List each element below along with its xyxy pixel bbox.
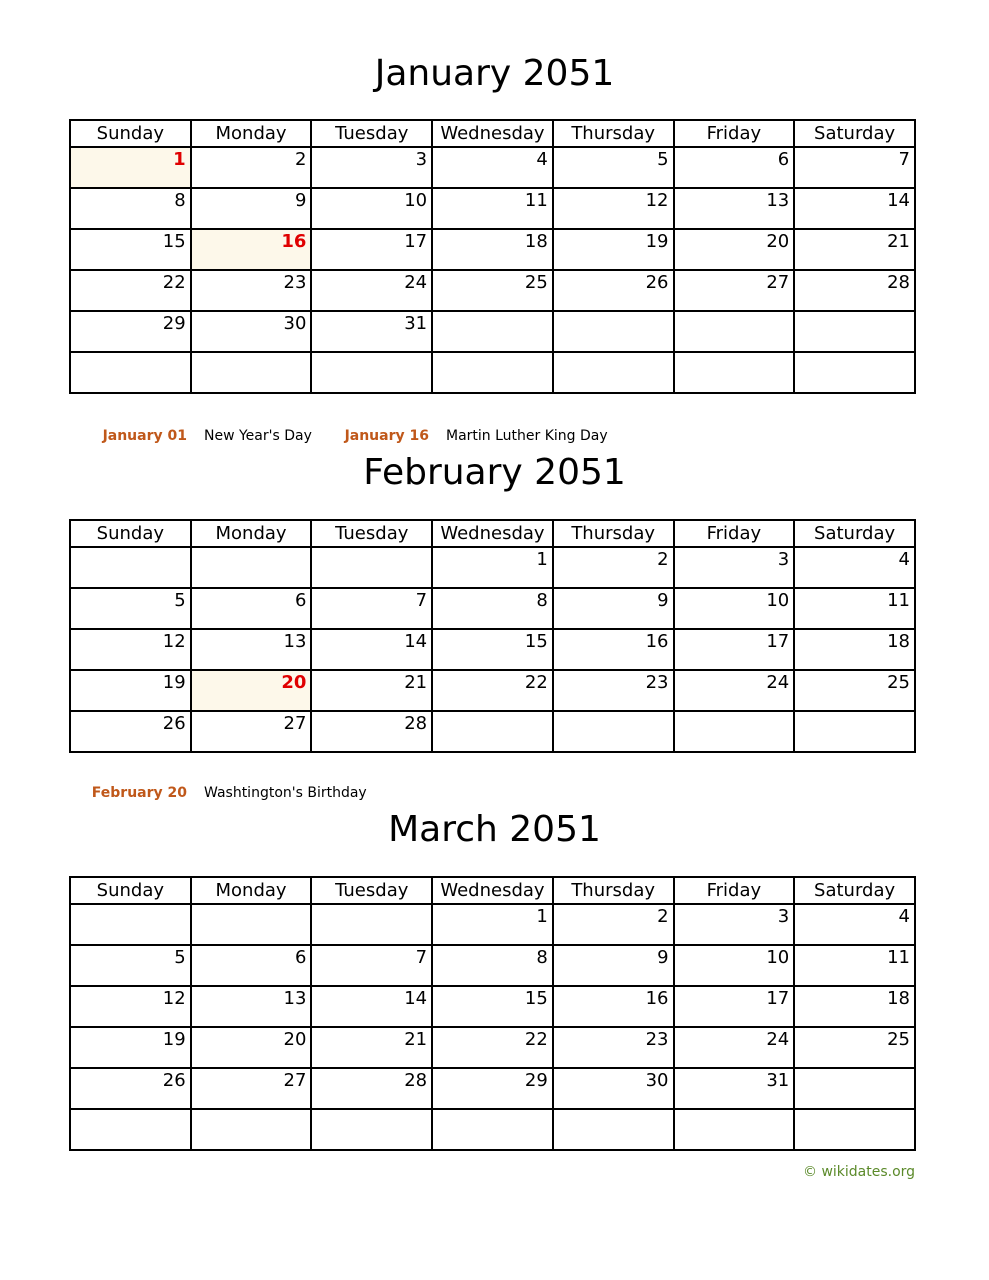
day-cell	[674, 547, 795, 588]
day-cell	[311, 986, 432, 1027]
day-number: 3	[777, 906, 790, 927]
day-cell	[311, 270, 432, 311]
holiday-list-january	[0, 428, 989, 448]
day-cell	[191, 270, 312, 311]
day-cell	[432, 588, 553, 629]
day-cell	[794, 670, 915, 711]
day-number: 7	[415, 590, 428, 611]
empty-day-cell	[311, 352, 432, 393]
weekday-header: Thursday	[553, 520, 674, 547]
week-row	[70, 670, 915, 711]
day-number: 24	[404, 272, 428, 293]
week-row	[70, 147, 915, 188]
day-cell	[674, 904, 795, 945]
day-number	[192, 548, 311, 549]
day-cell	[70, 670, 191, 711]
day-cell	[191, 588, 312, 629]
weekday-header: Sunday	[70, 877, 191, 904]
day-cell	[553, 904, 674, 945]
day-cell	[311, 945, 432, 986]
day-cell	[432, 1068, 553, 1109]
day-cell	[794, 629, 915, 670]
week-row	[70, 547, 915, 588]
day-cell	[311, 588, 432, 629]
day-number	[795, 353, 914, 354]
empty-day-cell	[432, 311, 553, 352]
day-number: 12	[162, 988, 186, 1009]
week-row	[70, 588, 915, 629]
day-cell	[674, 188, 795, 229]
week-row	[70, 1068, 915, 1109]
day-number	[312, 1110, 431, 1111]
day-cell	[794, 945, 915, 986]
day-number: 4	[898, 549, 910, 570]
day-cell	[432, 629, 553, 670]
empty-day-cell	[794, 311, 915, 352]
weekday-header-row	[70, 120, 915, 147]
day-cell	[191, 1027, 312, 1068]
day-number: 15	[524, 631, 548, 652]
day-number: 27	[283, 1070, 307, 1091]
empty-day-cell	[191, 904, 312, 945]
day-number: 13	[766, 190, 790, 211]
day-cell	[553, 188, 674, 229]
day-cell	[311, 670, 432, 711]
day-number	[192, 905, 311, 906]
day-number: 17	[766, 988, 790, 1009]
empty-day-cell	[674, 1109, 795, 1150]
day-number	[554, 712, 673, 713]
day-cell	[70, 311, 191, 352]
day-cell	[311, 629, 432, 670]
weekday-header-row	[70, 877, 915, 904]
day-number	[312, 548, 431, 549]
day-number	[71, 1110, 190, 1111]
day-number	[71, 353, 190, 354]
day-number: 9	[657, 947, 669, 968]
day-number: 26	[162, 1070, 186, 1091]
day-number	[554, 353, 673, 354]
day-number: 13	[283, 631, 307, 652]
day-number: 25	[887, 672, 910, 693]
day-cell	[432, 270, 553, 311]
day-number: 3	[777, 549, 790, 570]
weekday-header: Saturday	[794, 520, 915, 547]
day-cell	[553, 670, 674, 711]
day-cell	[674, 1027, 795, 1068]
day-number: 1	[536, 906, 548, 927]
day-number: 6	[777, 149, 790, 170]
day-number: 7	[415, 947, 428, 968]
day-cell	[70, 270, 191, 311]
day-cell	[553, 588, 674, 629]
day-number	[554, 312, 673, 313]
day-number: 9	[657, 590, 669, 611]
day-number	[433, 1110, 552, 1111]
day-number: 2	[657, 906, 669, 927]
day-cell	[70, 1068, 191, 1109]
weekday-header: Thursday	[553, 120, 674, 147]
weekday-header: Friday	[674, 520, 795, 547]
day-cell	[191, 629, 312, 670]
day-cell	[674, 147, 795, 188]
day-number: 14	[887, 190, 910, 211]
day-cell	[674, 945, 795, 986]
day-number: 8	[174, 190, 186, 211]
empty-day-cell	[70, 1109, 191, 1150]
day-cell	[191, 711, 312, 752]
day-cell	[674, 588, 795, 629]
day-cell	[794, 270, 915, 311]
day-number: 27	[766, 272, 790, 293]
weekday-header: Tuesday	[311, 877, 432, 904]
weekday-header: Wednesday	[432, 877, 553, 904]
calendar-grid-march	[69, 876, 916, 1151]
day-number: 21	[887, 231, 910, 252]
day-cell	[311, 229, 432, 270]
day-number	[192, 1110, 311, 1111]
day-cell	[70, 188, 191, 229]
week-row	[70, 188, 915, 229]
day-cell	[794, 547, 915, 588]
day-number: 24	[766, 1029, 790, 1050]
day-cell	[553, 986, 674, 1027]
day-cell	[311, 311, 432, 352]
day-number	[675, 353, 794, 354]
day-number: 29	[524, 1070, 548, 1091]
calendar-grid-february	[69, 519, 916, 753]
day-cell	[70, 147, 191, 188]
day-number	[312, 353, 431, 354]
day-number: 10	[404, 190, 428, 211]
week-row	[70, 711, 915, 752]
day-number: 16	[645, 988, 669, 1009]
day-number	[795, 712, 914, 713]
week-row	[70, 945, 915, 986]
day-number: 24	[766, 672, 790, 693]
day-cell	[674, 670, 795, 711]
day-cell	[432, 1027, 553, 1068]
day-cell	[191, 1068, 312, 1109]
day-cell	[191, 986, 312, 1027]
day-number: 3	[415, 149, 428, 170]
month-title-february: February 2051	[363, 452, 626, 493]
day-cell	[674, 1068, 795, 1109]
empty-day-cell	[794, 1109, 915, 1150]
weekday-header: Saturday	[794, 120, 915, 147]
day-number	[433, 353, 552, 354]
weekday-header: Tuesday	[311, 520, 432, 547]
day-cell	[432, 547, 553, 588]
day-number	[795, 1069, 914, 1070]
holiday-name: Washtington's Birthday	[204, 785, 367, 801]
week-row	[70, 1109, 915, 1150]
day-number: 19	[645, 231, 669, 252]
day-cell	[432, 904, 553, 945]
day-cell	[553, 945, 674, 986]
day-number: 16	[645, 631, 669, 652]
empty-day-cell	[794, 1068, 915, 1109]
holiday-name: Martin Luther King Day	[446, 428, 608, 444]
empty-day-cell	[191, 352, 312, 393]
day-number: 28	[404, 713, 428, 734]
day-number: 14	[404, 631, 428, 652]
month-title-january: January 2051	[374, 53, 615, 94]
day-number	[192, 353, 311, 354]
empty-day-cell	[553, 711, 674, 752]
day-cell	[432, 188, 553, 229]
week-row	[70, 904, 915, 945]
weekday-header: Sunday	[70, 520, 191, 547]
weekday-header: Friday	[674, 877, 795, 904]
day-number: 23	[283, 272, 307, 293]
calendar-grid-january	[69, 119, 916, 394]
day-cell	[311, 1027, 432, 1068]
day-cell	[674, 629, 795, 670]
weekday-header: Monday	[191, 877, 312, 904]
day-number: 5	[174, 947, 186, 968]
day-number: 5	[657, 149, 669, 170]
day-cell	[674, 229, 795, 270]
day-number: 6	[294, 947, 307, 968]
day-cell	[794, 229, 915, 270]
day-number: 8	[536, 947, 548, 968]
day-number: 27	[283, 713, 307, 734]
day-cell	[311, 1068, 432, 1109]
empty-day-cell	[191, 547, 312, 588]
day-cell	[191, 147, 312, 188]
empty-day-cell	[674, 711, 795, 752]
day-number: 31	[404, 313, 428, 334]
day-number: 30	[645, 1070, 669, 1091]
day-number: 16	[281, 231, 307, 252]
week-row	[70, 270, 915, 311]
day-number: 1	[173, 149, 186, 170]
day-cell	[191, 311, 312, 352]
day-number: 28	[887, 272, 910, 293]
day-cell	[553, 270, 674, 311]
day-cell	[311, 711, 432, 752]
day-number: 20	[766, 231, 790, 252]
day-number: 14	[404, 988, 428, 1009]
day-number	[71, 548, 190, 549]
day-number	[433, 312, 552, 313]
holiday-name: New Year's Day	[204, 428, 312, 444]
holiday-date: January 01	[102, 428, 187, 444]
weekday-header: Saturday	[794, 877, 915, 904]
footer-credit: © wikidates.org	[803, 1164, 916, 1180]
holiday-date: January 16	[344, 428, 429, 444]
day-number	[675, 1110, 794, 1111]
week-row	[70, 352, 915, 393]
weekday-header: Friday	[674, 120, 795, 147]
day-number: 10	[766, 590, 790, 611]
day-cell	[70, 588, 191, 629]
day-number: 9	[294, 190, 307, 211]
day-cell	[191, 670, 312, 711]
day-cell	[553, 229, 674, 270]
day-cell	[794, 904, 915, 945]
day-number: 20	[283, 1029, 307, 1050]
day-cell	[432, 229, 553, 270]
day-cell	[70, 1027, 191, 1068]
day-cell	[553, 547, 674, 588]
day-cell	[70, 986, 191, 1027]
holiday-list-february	[0, 785, 989, 805]
weekday-header: Thursday	[553, 877, 674, 904]
weekday-header-row	[70, 520, 915, 547]
day-number: 22	[524, 1029, 548, 1050]
day-cell	[70, 945, 191, 986]
week-row	[70, 229, 915, 270]
empty-day-cell	[311, 1109, 432, 1150]
weekday-header: Monday	[191, 120, 312, 147]
day-number: 18	[887, 988, 910, 1009]
day-number: 31	[766, 1070, 790, 1091]
day-number: 4	[536, 149, 548, 170]
week-row	[70, 986, 915, 1027]
day-number: 25	[524, 272, 548, 293]
day-number: 23	[645, 672, 669, 693]
day-number: 22	[162, 272, 186, 293]
day-number: 8	[536, 590, 548, 611]
day-number: 11	[524, 190, 548, 211]
day-cell	[432, 945, 553, 986]
day-number: 21	[404, 672, 428, 693]
empty-day-cell	[311, 904, 432, 945]
day-number: 11	[887, 590, 910, 611]
day-cell	[794, 1027, 915, 1068]
day-cell	[794, 588, 915, 629]
day-cell	[191, 188, 312, 229]
day-number: 22	[524, 672, 548, 693]
day-number: 18	[887, 631, 910, 652]
day-number: 25	[887, 1029, 910, 1050]
day-number: 28	[404, 1070, 428, 1091]
weekday-header: Wednesday	[432, 520, 553, 547]
week-row	[70, 629, 915, 670]
empty-day-cell	[674, 352, 795, 393]
empty-day-cell	[553, 352, 674, 393]
day-cell	[432, 147, 553, 188]
day-number: 2	[657, 549, 669, 570]
day-number: 4	[898, 906, 910, 927]
empty-day-cell	[432, 1109, 553, 1150]
day-number: 29	[162, 313, 186, 334]
day-number: 7	[898, 149, 910, 170]
day-number: 17	[766, 631, 790, 652]
day-number: 26	[162, 713, 186, 734]
day-cell	[794, 986, 915, 1027]
day-number	[71, 905, 190, 906]
day-cell	[432, 670, 553, 711]
day-cell	[674, 986, 795, 1027]
empty-day-cell	[432, 352, 553, 393]
day-number: 11	[887, 947, 910, 968]
day-number	[795, 1110, 914, 1111]
weekday-header: Sunday	[70, 120, 191, 147]
week-row	[70, 311, 915, 352]
day-number: 30	[283, 313, 307, 334]
day-number: 12	[645, 190, 669, 211]
empty-day-cell	[70, 904, 191, 945]
day-cell	[553, 1027, 674, 1068]
day-number: 18	[524, 231, 548, 252]
day-number: 19	[162, 672, 186, 693]
day-cell	[311, 147, 432, 188]
day-number: 15	[524, 988, 548, 1009]
day-number: 23	[645, 1029, 669, 1050]
weekday-header: Monday	[191, 520, 312, 547]
empty-day-cell	[674, 311, 795, 352]
empty-day-cell	[311, 547, 432, 588]
day-number: 12	[162, 631, 186, 652]
day-number	[675, 712, 794, 713]
empty-day-cell	[191, 1109, 312, 1150]
day-cell	[794, 147, 915, 188]
day-number	[675, 312, 794, 313]
empty-day-cell	[794, 352, 915, 393]
day-number: 17	[404, 231, 428, 252]
week-row	[70, 1027, 915, 1068]
day-cell	[311, 188, 432, 229]
empty-day-cell	[553, 1109, 674, 1150]
day-number: 15	[162, 231, 186, 252]
day-number	[312, 905, 431, 906]
day-cell	[70, 229, 191, 270]
day-number	[795, 312, 914, 313]
day-number: 26	[645, 272, 669, 293]
month-title-march: March 2051	[388, 809, 601, 850]
day-cell	[70, 711, 191, 752]
day-number	[433, 712, 552, 713]
empty-day-cell	[553, 311, 674, 352]
weekday-header: Tuesday	[311, 120, 432, 147]
empty-day-cell	[794, 711, 915, 752]
empty-day-cell	[70, 352, 191, 393]
day-cell	[674, 270, 795, 311]
day-number: 5	[174, 590, 186, 611]
day-cell	[191, 229, 312, 270]
holiday-date: February 20	[91, 785, 187, 801]
day-number: 21	[404, 1029, 428, 1050]
day-cell	[553, 147, 674, 188]
day-number: 6	[294, 590, 307, 611]
day-cell	[794, 188, 915, 229]
empty-day-cell	[432, 711, 553, 752]
day-number: 2	[294, 149, 307, 170]
day-number: 1	[536, 549, 548, 570]
day-number: 20	[281, 672, 307, 693]
day-cell	[70, 629, 191, 670]
day-number: 13	[283, 988, 307, 1009]
day-number: 19	[162, 1029, 186, 1050]
day-cell	[432, 986, 553, 1027]
empty-day-cell	[70, 547, 191, 588]
day-number: 10	[766, 947, 790, 968]
day-cell	[191, 945, 312, 986]
day-cell	[553, 1068, 674, 1109]
day-cell	[553, 629, 674, 670]
day-number	[554, 1110, 673, 1111]
weekday-header: Wednesday	[432, 120, 553, 147]
